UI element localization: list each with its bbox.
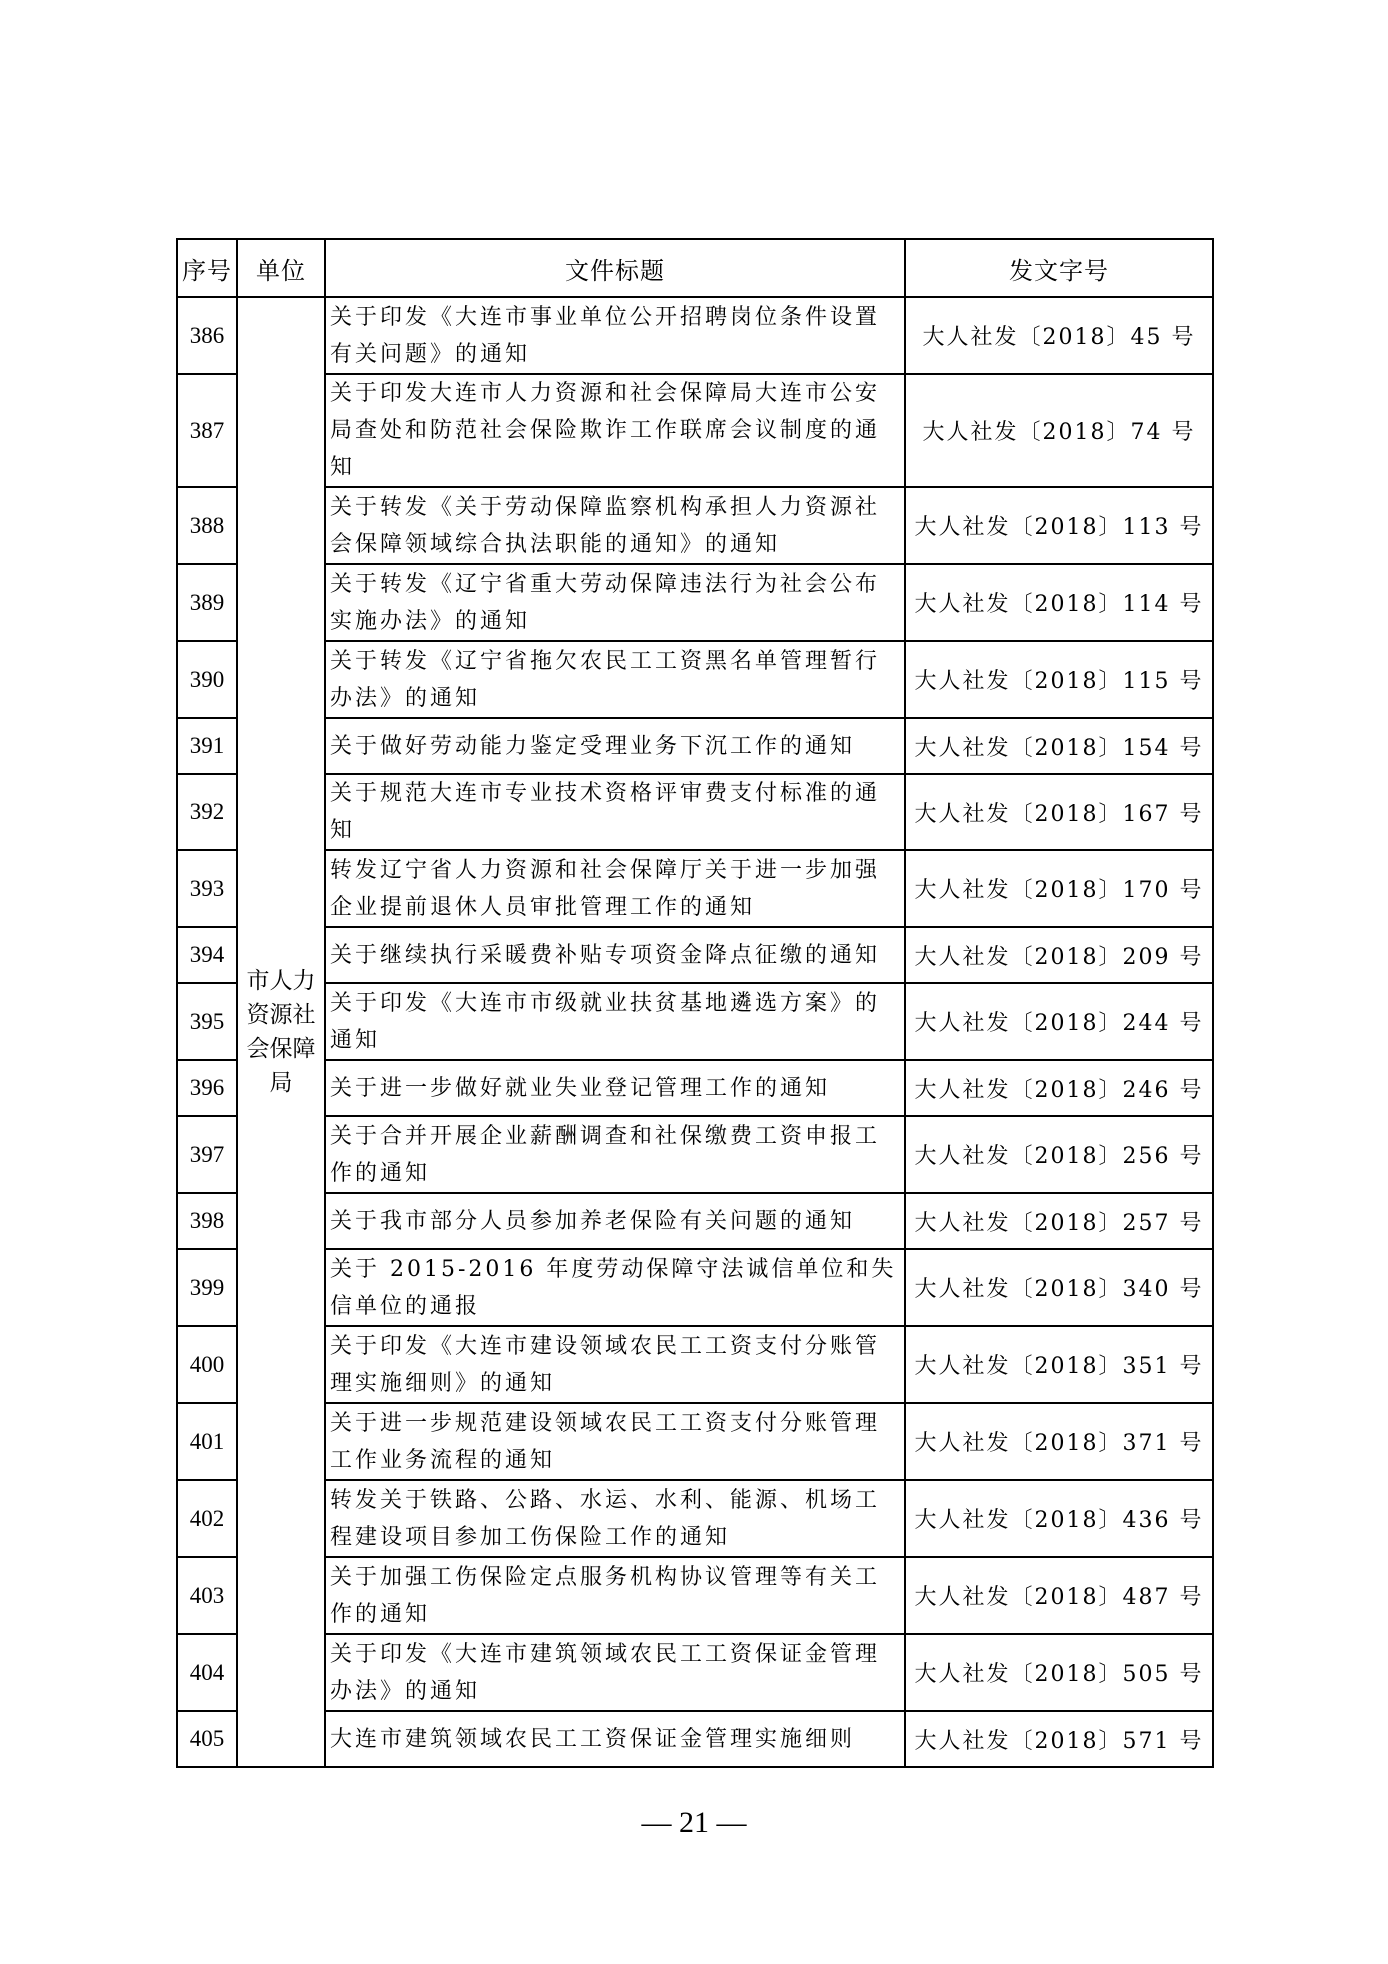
table-row [177,1480,1213,1557]
row-seq: 389 [177,564,237,641]
table-row [177,1193,1213,1249]
row-title: 转发辽宁省人力资源和社会保障厅关于进一步加强企业提前退休人员审批管理工作的通知 [325,850,905,927]
row-doc-number: 大人社发〔2018〕45 号 [905,297,1213,374]
page-number: — 21 — [641,1806,747,1839]
row-seq: 399 [177,1249,237,1326]
row-doc-number: 大人社发〔2018〕114 号 [905,564,1213,641]
table-row [177,927,1213,983]
row-title: 关于规范大连市专业技术资格评审费支付标准的通知 [325,774,905,850]
row-title: 关于转发《辽宁省拖欠农民工工资黑名单管理暂行办法》的通知 [325,641,905,718]
row-seq: 398 [177,1193,237,1249]
row-title: 关于合并开展企业薪酬调查和社保缴费工资申报工作的通知 [325,1116,905,1193]
row-title: 关于印发《大连市市级就业扶贫基地遴选方案》的通知 [325,983,905,1060]
table-row [177,564,1213,641]
row-doc-number: 大人社发〔2018〕170 号 [905,850,1213,927]
row-title: 关于继续执行采暖费补贴专项资金降点征缴的通知 [325,927,905,983]
table-row [177,718,1213,774]
row-title: 关于加强工伤保险定点服务机构协议管理等有关工作的通知 [325,1557,905,1634]
row-title: 关于印发大连市人力资源和社会保障局大连市公安局查处和防范社会保险欺诈工作联席会议制度的通知 [325,374,905,487]
row-seq: 393 [177,850,237,927]
row-seq: 404 [177,1634,237,1711]
table-row [177,1403,1213,1480]
table-row [177,850,1213,927]
table-row [177,297,1213,374]
row-doc-number: 大人社发〔2018〕115 号 [905,641,1213,718]
unit-cell: 市人力资源社会保障局 [237,297,325,1767]
table-row [177,983,1213,1060]
row-seq: 405 [177,1711,237,1767]
row-seq: 396 [177,1060,237,1116]
row-title: 转发关于铁路、公路、水运、水利、能源、机场工程建设项目参加工伤保险工作的通知 [325,1480,905,1557]
row-seq: 395 [177,983,237,1060]
row-title: 关于转发《关于劳动保障监察机构承担人力资源社会保障领域综合执法职能的通知》的通知 [325,487,905,564]
header-doc-number: 发文字号 [905,239,1213,297]
header-title: 文件标题 [325,239,905,297]
table-row [177,1060,1213,1116]
header-seq: 序号 [177,239,237,297]
row-doc-number: 大人社发〔2018〕256 号 [905,1116,1213,1193]
table-row [177,1326,1213,1403]
row-doc-number: 大人社发〔2018〕246 号 [905,1060,1213,1116]
table-row [177,1634,1213,1711]
table-row [177,1249,1213,1326]
row-doc-number: 大人社发〔2018〕167 号 [905,774,1213,850]
table-header-row [177,239,1213,297]
row-seq: 400 [177,1326,237,1403]
row-title: 关于我市部分人员参加养老保险有关问题的通知 [325,1193,905,1249]
row-doc-number: 大人社发〔2018〕340 号 [905,1249,1213,1326]
row-doc-number: 大人社发〔2018〕113 号 [905,487,1213,564]
table-row [177,374,1213,487]
document-table [176,238,1214,1768]
row-doc-number: 大人社发〔2018〕257 号 [905,1193,1213,1249]
row-seq: 401 [177,1403,237,1480]
row-doc-number: 大人社发〔2018〕209 号 [905,927,1213,983]
row-seq: 391 [177,718,237,774]
row-seq: 397 [177,1116,237,1193]
row-title: 关于印发《大连市建筑领域农民工工资保证金管理办法》的通知 [325,1634,905,1711]
row-doc-number: 大人社发〔2018〕436 号 [905,1480,1213,1557]
table-row [177,774,1213,850]
row-title: 关于印发《大连市事业单位公开招聘岗位条件设置有关问题》的通知 [325,297,905,374]
row-seq: 394 [177,927,237,983]
table-row [177,1116,1213,1193]
row-title: 关于做好劳动能力鉴定受理业务下沉工作的通知 [325,718,905,774]
row-seq: 390 [177,641,237,718]
table-row [177,487,1213,564]
header-unit: 单位 [237,239,325,297]
row-seq: 392 [177,774,237,850]
row-doc-number: 大人社发〔2018〕371 号 [905,1403,1213,1480]
row-title: 关于印发《大连市建设领域农民工工资支付分账管理实施细则》的通知 [325,1326,905,1403]
row-doc-number: 大人社发〔2018〕351 号 [905,1326,1213,1403]
row-title: 关于进一步做好就业失业登记管理工作的通知 [325,1060,905,1116]
row-doc-number: 大人社发〔2018〕244 号 [905,983,1213,1060]
table-row [177,1557,1213,1634]
row-doc-number: 大人社发〔2018〕154 号 [905,718,1213,774]
row-seq: 388 [177,487,237,564]
table-row [177,641,1213,718]
row-doc-number: 大人社发〔2018〕505 号 [905,1634,1213,1711]
row-seq: 402 [177,1480,237,1557]
row-seq: 403 [177,1557,237,1634]
row-seq: 386 [177,297,237,374]
row-title: 关于 2015-2016 年度劳动保障守法诚信单位和失信单位的通报 [325,1249,905,1326]
row-title: 关于进一步规范建设领域农民工工资支付分账管理工作业务流程的通知 [325,1403,905,1480]
row-doc-number: 大人社发〔2018〕487 号 [905,1557,1213,1634]
row-title: 大连市建筑领域农民工工资保证金管理实施细则 [325,1711,905,1767]
row-doc-number: 大人社发〔2018〕571 号 [905,1711,1213,1767]
table-row [177,1711,1213,1767]
row-title: 关于转发《辽宁省重大劳动保障违法行为社会公布实施办法》的通知 [325,564,905,641]
row-seq: 387 [177,374,237,487]
row-doc-number: 大人社发〔2018〕74 号 [905,374,1213,487]
